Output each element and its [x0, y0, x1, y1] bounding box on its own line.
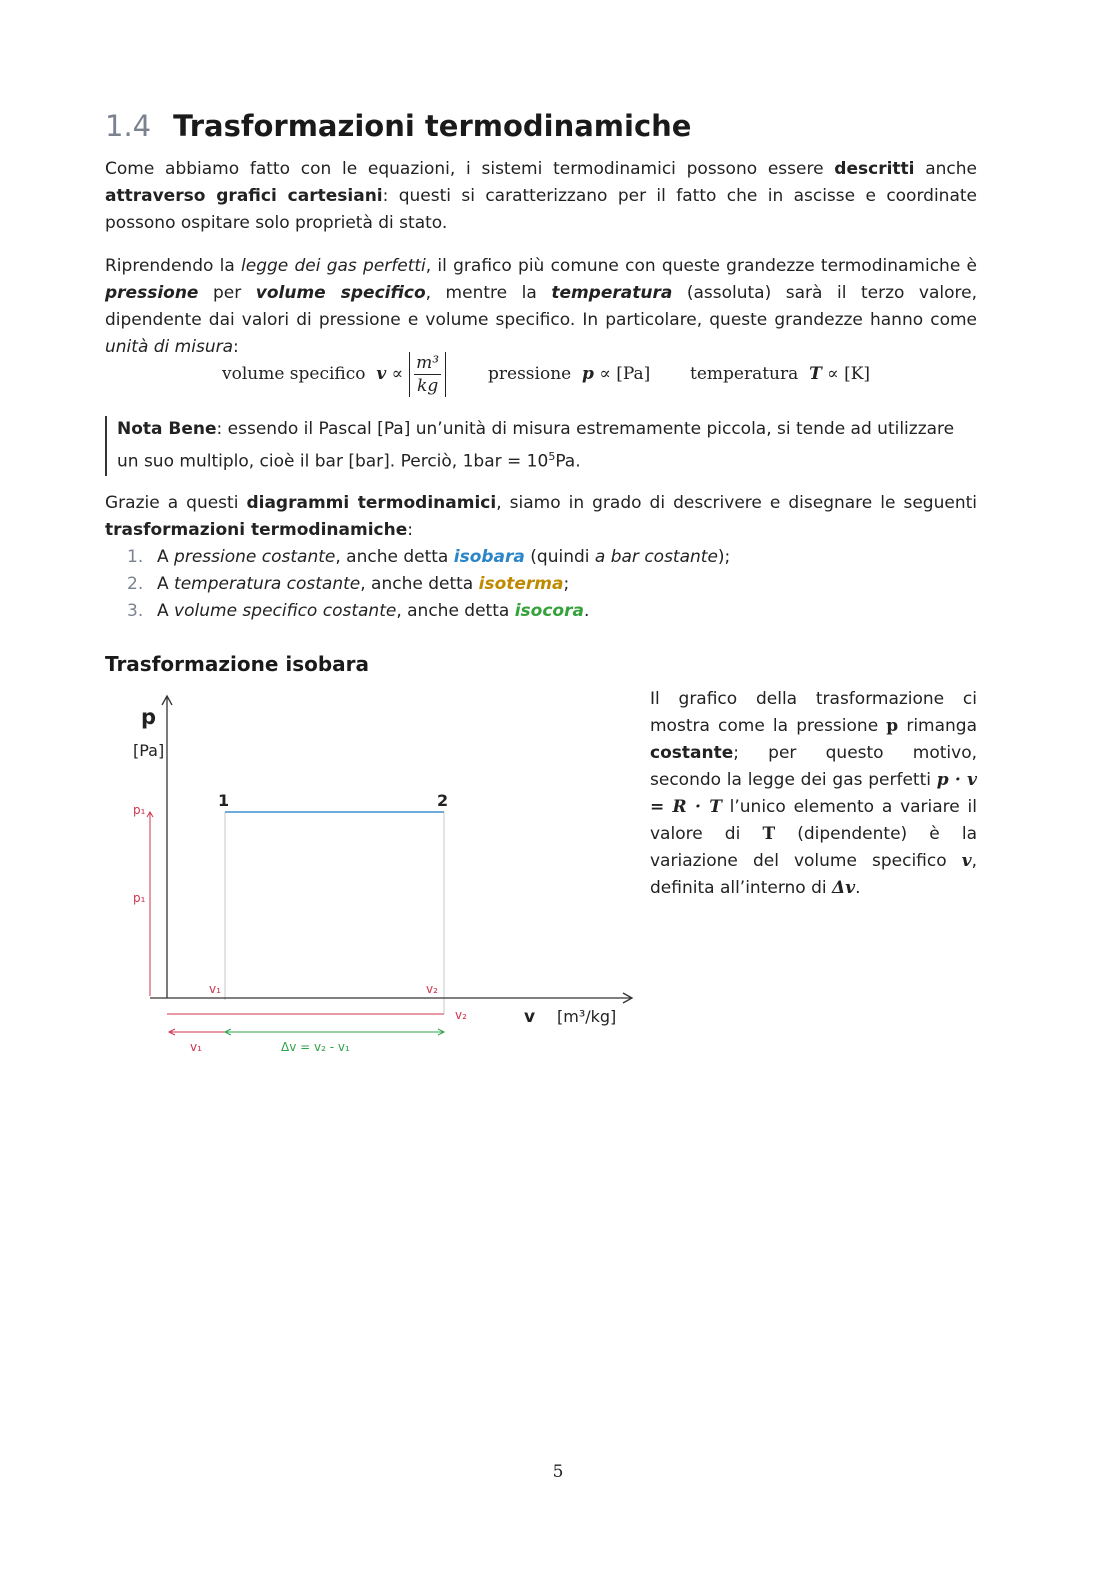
volume-unit-fraction: $\frac{\text{m³}}{kg}$: [409, 352, 446, 397]
isobara-diagram: [105, 680, 645, 1070]
section-title: Trasformazioni termodinamiche: [173, 109, 692, 143]
term-isobara: isobara: [453, 547, 525, 567]
y-axis-unit: [Pa]: [133, 741, 165, 760]
page-number: 5: [552, 1462, 564, 1482]
transformations-list: [105, 544, 977, 625]
pressure-unit: pressione p ∝ [Pa]: [488, 364, 651, 384]
point-1-label: 1: [218, 791, 230, 810]
delta-v-label: Δv = v₂ - v₁: [281, 1040, 350, 1054]
nota-bene-text: Nota Bene: essendo il Pascal [Pa] un’unità di misura estremamente piccola, si tende ad utilizzare un suo multiplo, cioè il bar [bar]. Perciò, $1bar = 10^5Pa$.: [117, 419, 955, 472]
v2-axis-label: v₂: [426, 982, 438, 996]
section-number: 1.4: [105, 109, 152, 143]
list-item: 3. A volume specifico costante, anche detta isocora.: [127, 601, 590, 621]
p1-top-label: p₁: [133, 803, 146, 817]
x-axis-label: v: [524, 1007, 536, 1027]
units-equations: [105, 347, 977, 401]
term-isocora: isocora: [514, 601, 584, 621]
p1-mid-label: p₁: [133, 891, 146, 905]
v1-bottom-label: v₁: [190, 1040, 202, 1054]
diagrams-paragraph: Grazie a questi diagrammi termodinamici, siamo in grado di descrivere e disegnare le seguenti trasformazioni termodinamiche:: [105, 493, 977, 540]
point-2-label: 2: [437, 791, 449, 810]
x-axis-unit: [m³/kg]: [557, 1007, 617, 1026]
list-item: 2. A temperatura costante, anche detta isoterma;: [127, 574, 570, 594]
nota-bene-box: [105, 416, 977, 476]
isobara-subheading: Trasformazione isobara: [105, 652, 370, 676]
list-item: 1. A pressione costante, anche detta isobara (quindi a bar costante);: [127, 547, 731, 567]
gas-law-paragraph: Riprendendo la legge dei gas perfetti, il grafico più comune con queste grandezze termodinamiche è pressione per volume specifico, mentre la temperatura (assoluta) sarà il terzo valore, dipendente dai valori di pressione e volume specifico. In particolare, queste grandezze hanno come unità di misura:: [105, 256, 978, 357]
section-heading: [105, 106, 691, 146]
y-axis-label: p: [141, 705, 157, 729]
temperature-unit: temperatura T ∝ [K]: [690, 364, 871, 384]
isobara-explanation: Il grafico della trasformazione ci mostra come la pressione p rimanga costante; per questo motivo, secondo la legge dei gas perfetti p · v = R · T l’unico elemento a variare il valore di T (dipendente) è la variazione del volume specifico v, definita all’interno di Δv.: [650, 689, 978, 898]
v1-axis-label: v₁: [209, 982, 221, 996]
intro-paragraph: Come abbiamo fatto con le equazioni, i sistemi termodinamici possono essere descritti anche attraverso grafici cartesiani: questi si caratterizzano per il fatto che in ascisse e coordinate possono ospitare solo proprietà di stato.: [105, 159, 977, 233]
volume-unit: volume specifico v ∝ $\frac{\text{m³}}{kg}$: [222, 347, 446, 401]
v2-bottom-label: v₂: [455, 1008, 467, 1022]
term-isoterma: isoterma: [478, 574, 564, 594]
